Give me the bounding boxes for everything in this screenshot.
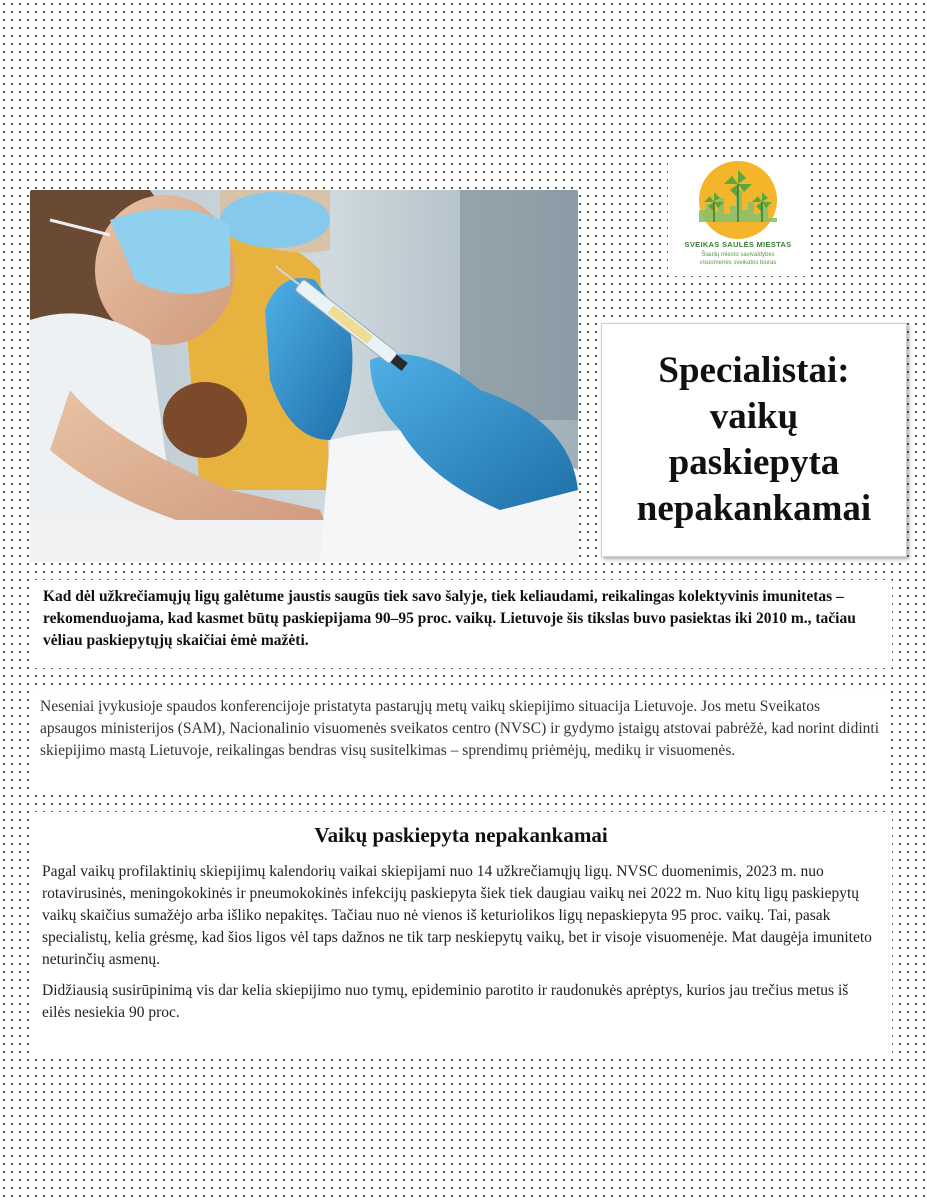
sun-pinwheel-icon [690,160,786,240]
logo-subtitle-line2: visuomenės sveikatos biuras [699,260,777,266]
section-heading: Vaikų paskiepyta nepakankamai [314,823,608,847]
title-line: nepakankamai [636,488,872,529]
body-paragraph: Didžiausią susirūpinimą vis dar kelia skiepijimo nuo tymų, epideminio parotito ir raudonukės aprėptys, kurios jau trečius metus iš eilės nesiekia 90 proc. [42,982,849,1021]
coverage-section [30,812,892,1054]
lead-paragraph-box [30,580,892,668]
intro-section [30,691,890,794]
logo-subtitle-line1: Šiaulių miesto savivaldybės [701,252,775,258]
title-line: paskiepyta [668,442,840,483]
article-title [637,348,871,532]
vaccination-photo [30,190,578,562]
intro-paragraph: Neseniai įvykusioje spaudos konferencijoje pristatyta pastarųjų metų vaikų skiepijimo situacija Lietuvoje. Jos metu Sveikatos apsaugos ministerijos (SAM), Nacionalinio visuomenės sveikatos centro (NVSC) ir gydymo įstaigų atstovai pabrėžė, kad norint didinti skiepijimo mastą Lietuvoje, reikalingas bendras visų susitelkimas – sprendimų priėmėjų, medikų ir visuomenės. [40,698,880,759]
lead-paragraph: Kad dėl užkrečiamųjų ligų galėtume jaustis saugūs tiek savo šalyje, tiek keliaudami, reikalingas kolektyvinis imunitetas – rekomenduojama, kad kasmet būtų paskiepijama 90–95 proc. vaikų. Lietuvoje šis tikslas buvo pasiektas iki 2010 m., tačiau vėliau paskiepytųjų skaičiai ėmė mažėti. [43,588,856,649]
sveikas-saules-miestas-logo [668,158,808,276]
body-paragraph: Pagal vaikų profilaktinių skiepijimų kalendorių vaikai skiepijami nuo 14 užkrečiamųjų ligų. NVSC duomenimis, 2023 m. nuo rotavirusinės, meningokokinės ir pneumokokinės infekcijų paskiepyta šiek tiek daugiau vaikų nei 2022 m. Nuo kitų ligų paskiepytų vaikų skaičius sumažėjo arba išliko nepakitęs. Tačiau nuo nė vienos iš keturiolikos ligų nepaskiepyta 95 proc. vaikų. Tai, pasak specialistų, kelia grėsmę, kad šios ligos vėl taps dažnos ne tik tarp neskiepytų vaikų, bet ir visoje visuomenėje. Mat daugėja imuniteto neturinčių asmenų. [42,863,872,968]
logo-name: SVEIKAS SAULĖS MIESTAS [684,240,792,249]
title-box [601,323,907,557]
title-line: Specialistai: [658,350,850,391]
title-line: vaikų [709,396,799,437]
